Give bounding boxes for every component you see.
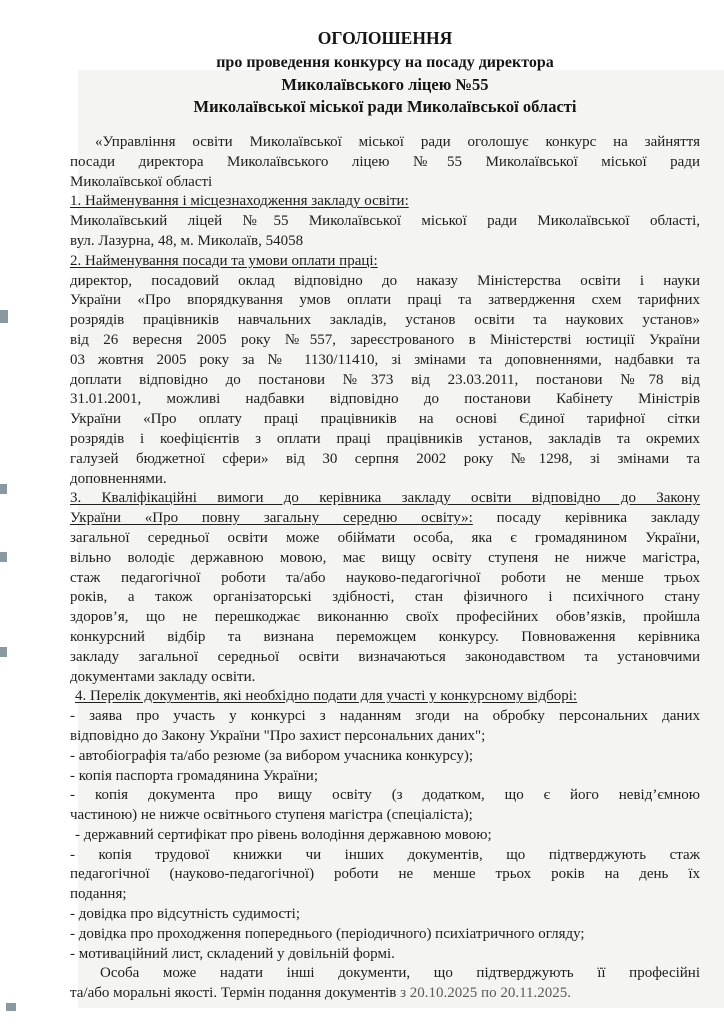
section2-text-line: доповненнями. (70, 470, 167, 487)
scan-artifact-mark (0, 484, 7, 494)
section3-text-line: конкурсний відбір та визнана переможцем конкурсу. Повноваження керівника (70, 628, 700, 645)
section3-text-line: вільно володіє державною мовою, має вищу освіту ступеня не нижче магістра, (70, 549, 700, 566)
document-list-item-line: - державний сертифікат про рівень володіння державною мовою; (75, 826, 492, 843)
document-list-item-line: - довідка про проходження попереднього (періодичного) психіатричного огляду; (70, 925, 585, 942)
document-list-item-line: - копія трудової книжки чи інших документів, що підтверджують стаж (70, 846, 700, 863)
section4-heading: 4. Перелік документів, які необхідно подати для участі у конкурсному відборі: (75, 688, 578, 705)
section2-text-line: 03 жовтня 2005 року за № 1130/11410, зі змінами та доповненнями, надбавки та (70, 351, 700, 368)
document-content (70, 27, 700, 1004)
document-subtitle: про проведення конкурсу на посаду директора (216, 54, 554, 71)
section2-heading: 2. Найменування посади та умови оплати праці: (70, 252, 378, 269)
section1-address-line: вул. Лазурна, 48, м. Миколаїв, 54058 (70, 232, 304, 249)
section2-text-line: доплати відповідно до постанови №373 від 23.03.2011, постанови №78 від (70, 371, 700, 388)
section2-text-line: розрядів і коефіцієнтів з оплати праці працівників установ, закладів та окремих (70, 430, 700, 447)
section1-address-line: Миколаївський ліцей №55 Миколаївської міської ради Миколаївської області, (70, 213, 700, 230)
section3-text-line: років, а також організаторські здібності, стан фізичного і психічного стану (70, 589, 700, 606)
document-list-item-line: подання; (70, 886, 127, 903)
institution-owner: Миколаївської міської ради Миколаївської області (193, 97, 577, 116)
section3-text-line: здоров’я, що не перешкоджає виконанню своїх професійних обов’язків, пройшла (70, 609, 700, 626)
document-list-item-line: - заява про участь у конкурсі з наданням згоди на обробку персональних даних (70, 708, 700, 725)
section3-text-line: загальної середньої освіти може обіймати особа, яка є громадянином України, (70, 529, 700, 546)
scan-artifact-mark (0, 310, 8, 323)
closing-paragraph-line (70, 984, 700, 1004)
section2-text-line: директор, посадовий оклад відповідно до наказу Міністерства освіти і науки (70, 272, 700, 289)
document-list-item-line: - довідка про відсутність судимості; (70, 906, 300, 923)
submission-dates: з 20.10.2025 по 20.11.2025. (400, 985, 572, 1002)
closing-paragraph-line: Особа може надати інші документи, що підтверджують її професійні (100, 965, 700, 982)
intro-paragraph-line: «Управління освіти Миколаївської міської ради оголошує конкурс на зайняття (95, 134, 700, 150)
document-list-item-line: педагогічної (науково-педагогічної) роботи не менше трьох років на день їх (70, 866, 700, 883)
closing-text: та/або моральні якості. Термін подання документів (70, 985, 401, 1002)
document-list-item-line: відповідно до Закону України "Про захист персональних даних"; (70, 727, 486, 744)
scan-artifact-mark (0, 552, 7, 562)
scan-artifact-mark (0, 647, 7, 657)
institution-name: Миколаївського ліцею №55 (281, 75, 489, 94)
section2-text-line: України «Про впорядкування умов оплати праці та затвердження схем тарифних (70, 292, 700, 309)
document-list-item-line: - мотиваційний лист, складений у довільній формі. (70, 945, 395, 962)
section2-text-line: України «Про оплату праці працівників на основі Єдиної тарифної сітки (70, 411, 700, 428)
section3-text-line: документами закладу освіти. (70, 668, 256, 685)
document-title: ОГОЛОШЕННЯ (317, 28, 453, 48)
document-body (70, 133, 700, 1004)
document-list-item-line: - копія паспорта громадянина України; (70, 767, 319, 784)
section3-heading-underlined-part: України «Про повну загальну середню освіту»: (70, 510, 473, 527)
section2-text-line: від 26 вересня 2005 року №557, зареєстрованого в Міністерстві юстиції України (70, 331, 700, 348)
section3-text-line: стаж педагогічної роботи та/або науково-педагогічної роботи не менше трьох (70, 569, 700, 586)
section2-text-line: галузей бюджетної сфери» від 30 серпня 2002 року №1298, зі змінами та (70, 450, 700, 467)
intro-paragraph-line: Миколаївської області (70, 173, 213, 190)
section1-heading: 1. Найменування і місцезнаходження закладу освіти: (70, 193, 409, 210)
section3-heading-line (70, 509, 700, 529)
section2-text-line: розрядів працівників навчальних закладів, установ освіти та наукових установ» (70, 312, 700, 329)
intro-paragraph-line: посади директора Миколаївського ліцею №55 Миколаївської міської ради (70, 153, 700, 170)
document-list-item-line: частиною) не нижче освітнього ступеня магістра (спеціаліста); (70, 807, 473, 824)
document-list-item-line: - автобіографія та/або резюме (за вибором учасника конкурсу); (70, 747, 474, 764)
document-list-item-line: - копія документа про вищу освіту (з додатком, що є його невід’ємною (70, 787, 700, 804)
scan-artifact-mark (6, 1003, 16, 1011)
section3-text-line: закладу загальної середньої освіти визначаються законодавством та установчими (70, 648, 700, 665)
section3-heading-line: 3. Кваліфікаційні вимоги до керівника закладу освіти відповідно до Закону (70, 490, 700, 507)
section3-text-inline: посаду керівника закладу (472, 510, 700, 527)
section2-text-line: 31.01.2001, можливі надбавки відповідно до постанови Кабінету Міністрів (70, 391, 700, 408)
